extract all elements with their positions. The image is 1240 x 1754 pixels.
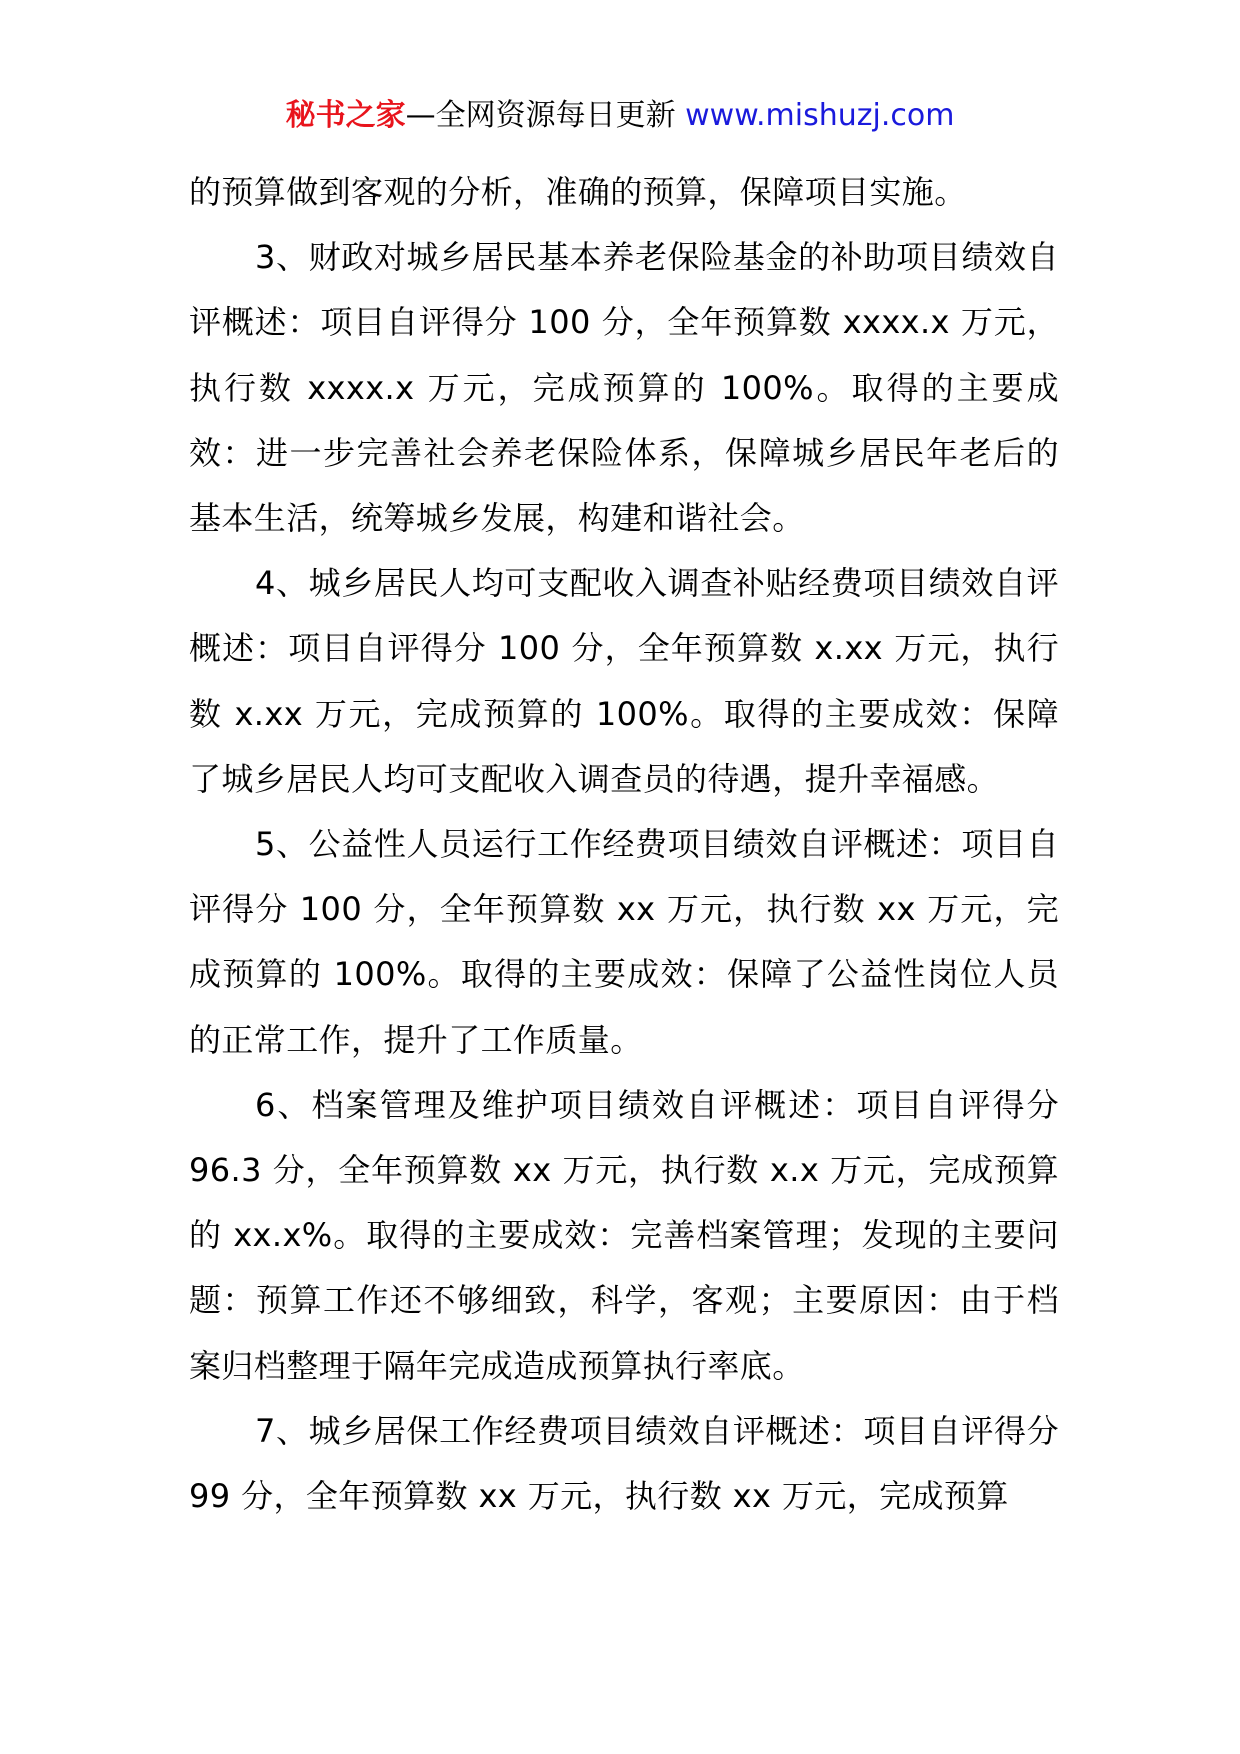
paragraph-continuation: 的预算做到客观的分析，准确的预算，保障项目实施。 <box>189 173 967 211</box>
paragraph-item-4: 4、城乡居民人均可支配收入调查补贴经费项目绩效自评概述：项目自评得分 100 分，全年预算数 x.xx 万元，执行数 x.xx 万元，完成预算的 100%。取得的主要成效：保障了城乡居民人均可支配收入调查员的待遇，提升幸福感。 <box>189 564 1059 798</box>
header-slogan: —全网资源每日更新 <box>405 98 686 133</box>
document-body <box>189 160 1059 1529</box>
page-header <box>0 96 1240 136</box>
paragraph-item-5: 5、公益性人员运行工作经费项目绩效自评概述：项目自评得分 100 分，全年预算数 xx 万元，执行数 xx 万元，完成预算的 100%。取得的主要成效：保障了公益性岗位人员的正常工作，提升了工作质量。 <box>189 825 1059 1059</box>
header-url-link[interactable]: www.mishuzj.com <box>685 98 955 133</box>
paragraph-item-6: 6、档案管理及维护项目绩效自评概述：项目自评得分 96.3 分，全年预算数 xx 万元，执行数 x.x 万元，完成预算的 xx.x%。取得的主要成效：完善档案管理；发现的主要问题：预算工作还不够细致，科学，客观；主要原因：由于档案归档整理于隔年完成造成预算执行率底。 <box>189 1085 1059 1385</box>
paragraph-item-3: 3、财政对城乡居民基本养老保险基金的补助项目绩效自评概述：项目自评得分 100 分，全年预算数 xxxx.x 万元，执行数 xxxx.x 万元，完成预算的 100%。取得的主要成效：进一步完善社会养老保险体系，保障城乡居民年老后的基本生活，统筹城乡发展，构建和谐社会。 <box>189 238 1059 538</box>
paragraph-item-7: 7、城乡居保工作经费项目绩效自评概述：项目自评得分 99 分，全年预算数 xx 万元，执行数 xx 万元，完成预算 <box>189 1411 1059 1516</box>
header-brand: 秘书之家 <box>285 98 406 133</box>
